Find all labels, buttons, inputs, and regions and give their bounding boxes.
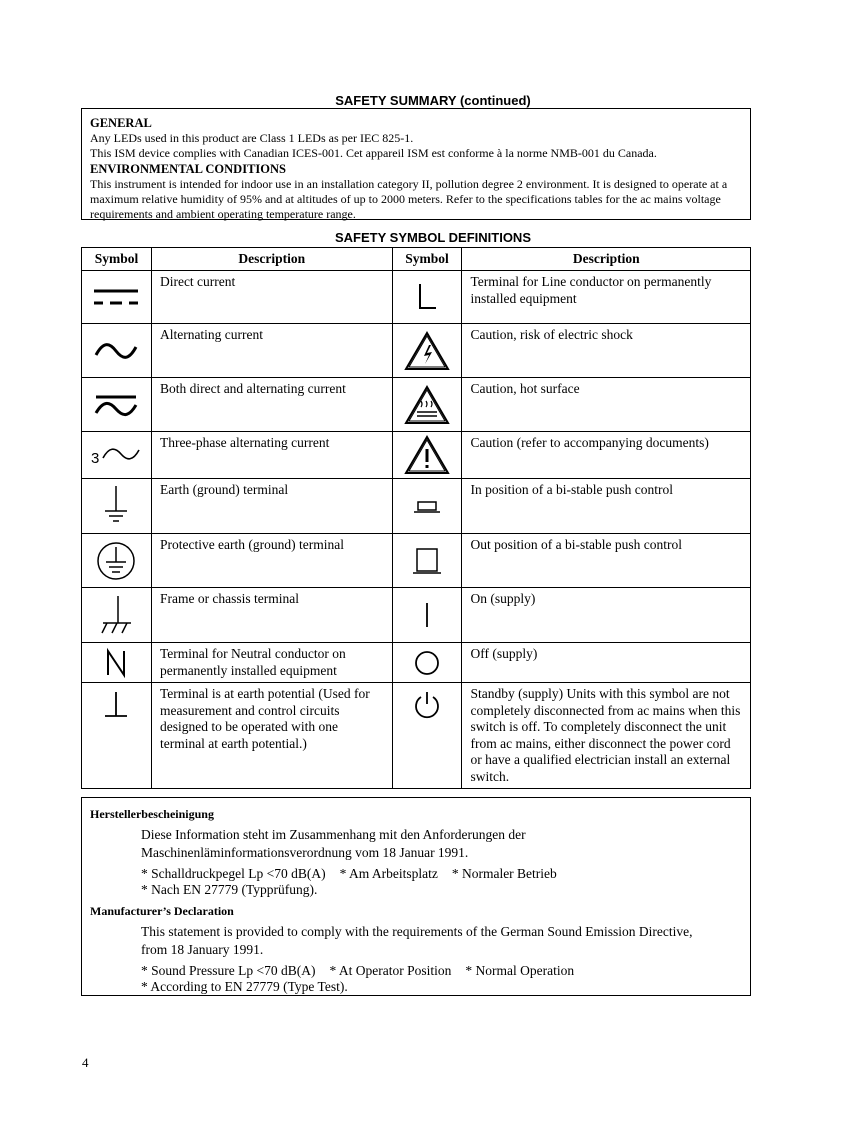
symbol-description: Caution, hot surface [462,378,751,432]
symbol-table [81,247,751,789]
symbol-description: Off (supply) [462,643,751,683]
description-column-header: Description [151,248,392,271]
symbol-description: Terminal is at earth potential (Used for measurement and control circuits designed to be operated with one terminal at earth potential.) [151,683,392,789]
line-terminal-icon [412,280,442,314]
general-heading: GENERAL [90,116,152,130]
german-line: Diese Information steht im Zusammenhang mit den Anforderungen der [141,827,526,842]
german-statement [90,826,742,862]
symbol-table-title: SAFETY SYMBOL DEFINITIONS [335,230,531,245]
direct-current-icon [91,282,141,312]
symbol-description: Terminal for Neutral conductor on permanently installed equipment [151,643,392,683]
push-in-position-icon [410,494,444,518]
manufacturer-declaration-box [81,797,751,996]
table-row [82,432,751,479]
symbol-description: Caution, risk of electric shock [462,324,751,378]
environmental-heading: ENVIRONMENTAL CONDITIONS [90,161,286,176]
push-out-position-icon [410,544,444,578]
earth-ground-icon [96,483,136,529]
table-row [82,271,751,324]
english-statement [90,923,742,959]
symbol-description: On (supply) [462,588,751,643]
bullet: * Nach EN 27779 (Typprüfung). [141,882,318,897]
description-column-header: Description [462,248,751,271]
bullet: * Sound Pressure Lp <70 dB(A) [141,963,316,978]
german-heading: Herstellerbescheinigung [90,807,214,821]
caution-icon [404,434,450,476]
page-title: SAFETY SUMMARY (continued) [335,93,531,108]
symbol-column-header: Symbol [392,248,462,271]
symbol-description: Earth (ground) terminal [151,479,392,534]
bullet: * At Operator Position [329,963,452,978]
general-box [81,108,751,220]
english-line: from 18 January 1991. [141,942,264,957]
english-bullets [90,963,742,995]
svg-text:3: 3 [91,450,100,467]
english-heading: Manufacturer’s Declaration [90,904,234,918]
table-row [82,534,751,588]
page-number: 4 [82,1055,89,1070]
protective-earth-icon [94,539,138,583]
table-row [82,378,751,432]
electric-shock-warning-icon [404,330,450,372]
english-line: This statement is provided to comply with the requirements of the German Sound Emission Directive, [141,924,693,939]
neutral-terminal-icon [101,647,131,679]
german-bullets [90,866,742,898]
bullet: * According to EN 27779 (Type Test). [141,979,348,994]
bullet: * Schalldruckpegel Lp <70 dB(A) [141,866,326,881]
bullet: * Normaler Betrieb [451,866,557,881]
table-header-row [82,248,751,271]
symbol-description: Three-phase alternating current [151,432,392,479]
bullet: * Normal Operation [465,963,575,978]
symbol-description: Out position of a bi-stable push control [462,534,751,588]
alternating-current-icon [91,336,141,366]
bullet: * Am Arbeitsplatz [339,866,438,881]
symbol-description: Protective earth (ground) terminal [151,534,392,588]
led-statement: Any LEDs used in this product are Class 1 LEDs as per IEC 825-1. [90,131,414,146]
power-off-icon [411,647,443,679]
symbol-column-header: Symbol [82,248,152,271]
symbol-description: Terminal for Line conductor on permanently installed equipment [462,271,751,324]
hot-surface-warning-icon [404,384,450,426]
table-row [82,643,751,683]
symbol-description: Both direct and alternating current [151,378,392,432]
symbol-description: In position of a bi-stable push control [462,479,751,534]
symbol-description: Caution (refer to accompanying documents) [462,432,751,479]
german-line: Maschinenläminformationsverordnung vom 18 Januar 1991. [141,845,469,860]
symbol-description: Frame or chassis terminal [151,588,392,643]
table-row [82,324,751,378]
standby-icon [411,688,443,720]
symbol-description: Direct current [151,271,392,324]
power-on-icon [417,598,437,632]
ism-statement: This ISM device complies with Canadian ICES-001. Cet appareil ISM est conforme à la norme NMB-001 du Canada. [90,146,657,161]
ac-dc-icon [91,390,141,420]
three-phase-icon [88,441,144,469]
table-row [82,588,751,643]
table-row [82,683,751,789]
chassis-terminal-icon [96,592,136,638]
table-row [82,479,751,534]
symbol-description: Standby (supply) Units with this symbol are not completely disconnected from ac mains when this switch is off. To completely disconnect the unit from ac mains, either disconnect the power cord or have a qualified electrician install an external switch. [462,683,751,789]
environmental-text: This instrument is intended for indoor use in an installation category II, pollution degree 2 environment. It is designed to operate at a maximum relative humidity of 95% and at altitudes of up to 2000 meters. Refer to the specifications tables for the ac mains voltage requirements and ambient operating temperature range. [90,176,728,222]
symbol-description: Alternating current [151,324,392,378]
earth-potential-icon [101,689,131,721]
